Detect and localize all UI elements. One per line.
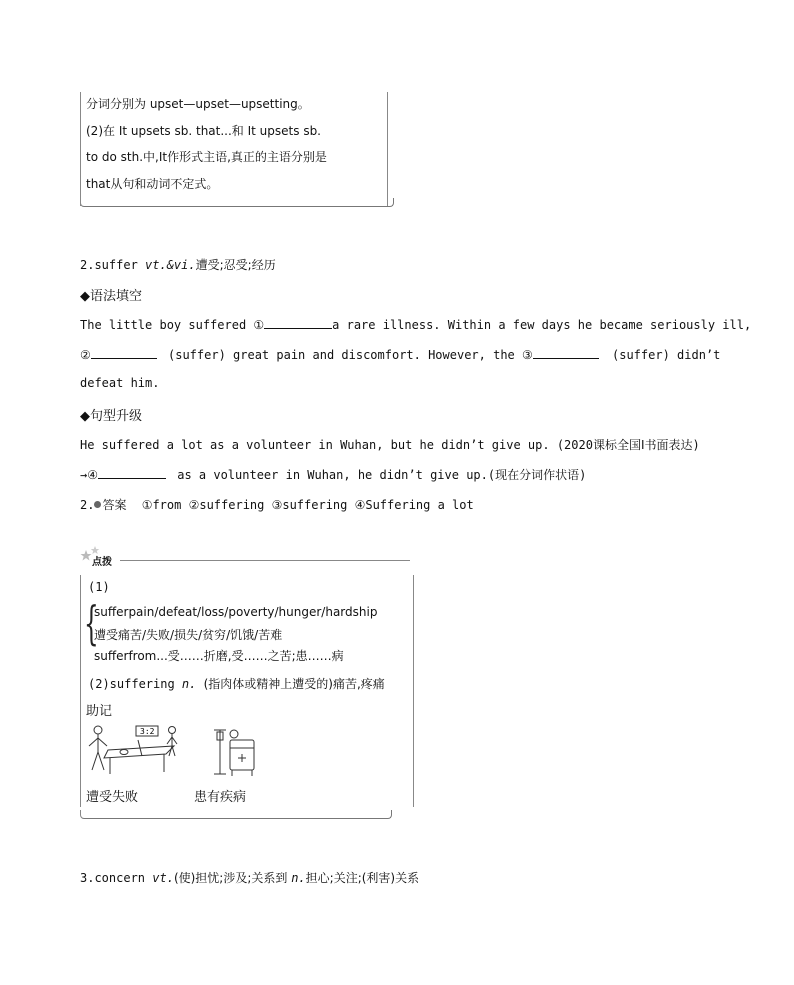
upgrade-text: as a volunteer in Wuhan, he didn’t give up.(现在分词作状语) (177, 468, 587, 482)
tip-header-label: 点拨 (92, 557, 112, 568)
caption-illness: 患有疾病 (194, 790, 247, 805)
grammar-text: The little boy suffered ① (80, 318, 265, 332)
blank-3 (533, 346, 599, 359)
tip-pos: n. (181, 677, 197, 691)
tip-word: (2)suffering (88, 677, 182, 691)
answer-values: ①from ②suffering ③suffering ④Suffering a lot (141, 498, 474, 512)
item-3-word: 3.concern (80, 871, 153, 885)
grammar-section-title: ◆语法填空 (80, 289, 142, 304)
upgrade-section-title: ◆句型升级 (80, 409, 142, 424)
upgrade-text: →④ (80, 468, 98, 482)
tip-point-1: (1) (88, 580, 110, 594)
item-2-word: 2.suffer (80, 258, 138, 272)
note-line-2: (2)在 It upsets sb. that...和 It upsets sb. (86, 124, 321, 138)
tip-brace-line-2: 遭受痛苦/失败/损失/贫穷/饥饿/苦难 (94, 628, 283, 642)
item-2-meaning: 遭受;忍受;经历 (195, 258, 276, 272)
item-3-heading (80, 869, 419, 886)
grammar-line-2 (80, 346, 720, 362)
note-line-4: that从句和动词不定式。 (86, 177, 219, 191)
blank-1 (264, 316, 332, 329)
grammar-line-3: defeat him. (80, 376, 160, 390)
upgrade-line-1: He suffered a lot as a volunteer in Wuhan, but he didn’t give up. (2020课标全国Ⅰ书面表达) (80, 438, 700, 452)
item-3-pos-verb: vt. (152, 871, 174, 885)
item-3-meaning-verb: (使)担忧;涉及;关系到 (173, 871, 292, 885)
tip-brace-line-1: sufferpain/defeat/loss/poverty/hunger/hardship (94, 605, 378, 619)
tip-point-2 (88, 675, 385, 692)
tip-box-bottom-border (80, 810, 392, 819)
grammar-text: (suffer) didn’t (612, 348, 721, 362)
defeat-illustration (84, 722, 194, 780)
upgrade-line-2 (80, 466, 586, 483)
scoreboard-text: 3:2 (140, 727, 155, 736)
item-3-pos-noun: n. (291, 871, 306, 885)
grammar-text: ② (80, 348, 91, 362)
tip-meaning: (指肉体或精神上遭受的)痛苦,疼痛 (203, 677, 385, 691)
grammar-text: a rare illness. Within a few days he became seriously ill, (332, 318, 752, 332)
item-3-meaning-noun: 担心;关注;(利害)关系 (305, 871, 420, 885)
tip-brace-line-3: sufferfrom...受……折磨,受……之苦;患……病 (94, 649, 344, 663)
grammar-line-1 (80, 316, 751, 332)
illness-illustration (208, 722, 268, 778)
item-2-pos: vt.&vi. (145, 258, 196, 272)
note-line-1: 分词分别为 upset—upset—upsetting。 (86, 97, 310, 111)
note-line-3: to do sth.中,It作形式主语,真正的主语分别是 (86, 150, 327, 164)
answer-label: 答案 (102, 498, 127, 512)
blank-2 (91, 346, 157, 359)
answer-line (80, 496, 474, 513)
mnemonic-label: 助记 (86, 704, 113, 719)
blank-4 (98, 466, 166, 479)
answer-prefix: 2. (80, 498, 95, 512)
note-box-bottom-border (80, 198, 394, 207)
answer-icon (94, 501, 101, 508)
caption-defeat: 遭受失败 (86, 790, 139, 805)
brace-icon: { (84, 596, 99, 650)
item-2-heading (80, 256, 276, 273)
grammar-text: (suffer) great pain and discomfort. However, the ③ (168, 348, 533, 362)
tip-header-rule (120, 560, 410, 561)
